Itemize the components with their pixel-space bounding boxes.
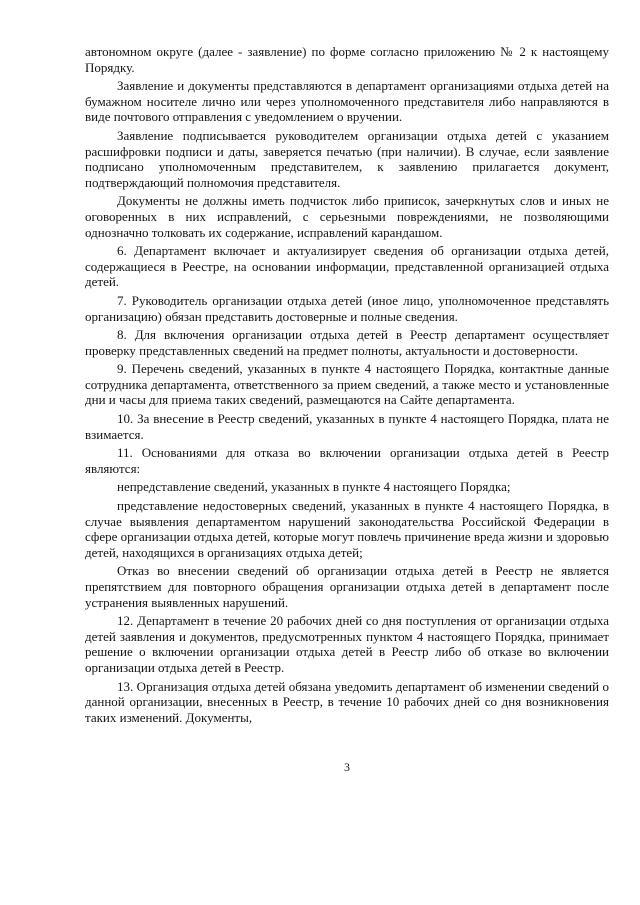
- paragraph-item-7: 7. Руководитель организации отдыха детей (иное лицо, уполномоченное представлять организацию) обязан представить достоверные и полные сведения.: [85, 292, 609, 324]
- paragraph-item-12: 12. Департамент в течение 20 рабочих дней со дня поступления от организации отдыха детей заявления и документов, предусмотренных пунктом 4 настоящего Порядка, принимает решение о включении организации отдыха детей в Реестр либо об отказе во включении организации отдыха детей в Реестр.: [85, 613, 609, 675]
- paragraph-item-13: 13. Организация отдыха детей обязана уведомить департамент об изменении сведений о данной организации, внесенных в Реестр, в течение 10 рабочих дней со дня возникновения таких изменений. Документы,: [85, 678, 609, 725]
- paragraph-signature: Заявление подписывается руководителем организации отдыха детей с указанием расшифровки подписи и даты, заверяется печатью (при наличии). В случае, если заявление подписано уполномоченным представителем, к заявлению прилагается документ, подтверждающий полномочия представителя.: [85, 127, 609, 190]
- paragraph-refusal-note: Отказ во внесении сведений об организации отдыха детей в Реестр не является препятствием для повторного обращения организации отдыха детей в департамент после устранения выявленных нарушений.: [85, 563, 609, 610]
- paragraph-document-requirements: Документы не должны иметь подчисток либо приписок, зачеркнутых слов и иных не оговоренных в них исправлений, с серьезными повреждениями, не позволяющими однозначно толковать их содержание, исправлений карандашом.: [85, 193, 609, 240]
- paragraph-refusal-reason-1: непредставление сведений, указанных в пункте 4 настоящего Порядка;: [117, 479, 511, 495]
- paragraph-submission: Заявление и документы представляются в департамент организациями отдыха детей на бумажном носителе лично или через уполномоченного представителя либо направляются в виде почтового отправления с уведомлением о вручении.: [85, 78, 609, 125]
- paragraph-item-6: 6. Департамент включает и актуализирует сведения об организации отдыха детей, содержащиеся в Реестре, на основании информации, представленной организацией отдыха детей.: [85, 243, 609, 290]
- paragraph-item-8: 8. Для включения организации отдыха детей в Реестр департамент осуществляет проверку представленных сведений на предмет полноты, актуальности и достоверности.: [85, 327, 609, 358]
- paragraph-continuation: автономном округе (далее - заявление) по форме согласно приложению № 2 к настоящему Порядку.: [85, 44, 609, 75]
- paragraph-item-10: 10. За внесение в Реестр сведений, указанных в пункте 4 настоящего Порядка, плата не взимается.: [85, 411, 609, 442]
- document-page: [85, 44, 610, 774]
- page-number: 3: [344, 760, 350, 774]
- paragraph-refusal-reason-2: представление недостоверных сведений, указанных в пункте 4 настоящего Порядка, в случае выявления департаментом нарушений законодательства Российской Федерации в сфере организации отдыха детей, которые могут повлечь причинение вреда жизни и здоровью детей, находящихся в организациях отдыха детей;: [85, 498, 610, 560]
- paragraph-item-9: 9. Перечень сведений, указанных в пункте 4 настоящего Порядка, контактные данные сотрудника департамента, ответственного за прием сведений, а также место и установленные дни и часы для приема таких сведений, размещаются на Сайте департамента.: [85, 361, 609, 408]
- paragraph-item-11: 11. Основаниями для отказа во включении организации отдыха детей в Реестр являются:: [85, 445, 609, 476]
